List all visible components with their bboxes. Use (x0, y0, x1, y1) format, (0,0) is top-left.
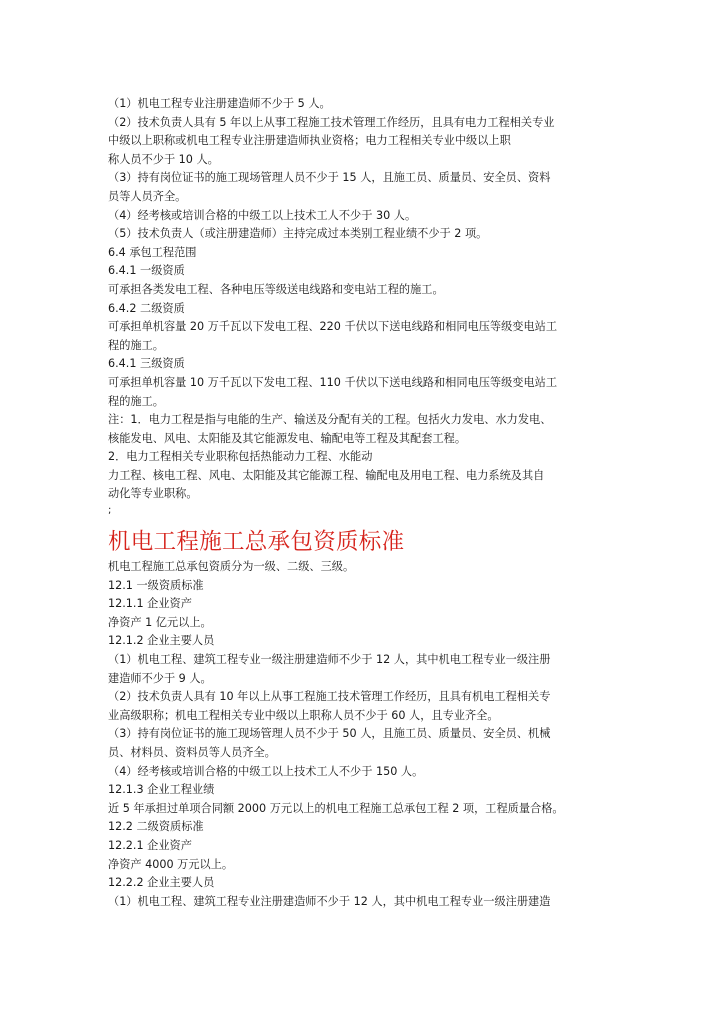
text-line: 程的施工。 (108, 394, 164, 408)
text-line: （1）机电工程、建筑工程专业一级注册建造师不少于 12 人，其中机电工程专业一级注册 (108, 653, 551, 667)
subsection-heading: 12.2.2 企业主要人员 (108, 876, 215, 890)
subsection-heading: 6.4.2 二级资质 (108, 301, 185, 315)
text-line: 可承担单机容量 10 万千瓦以下发电工程、110 千伏以下送电线路和相同电压等级变电站工 (108, 375, 558, 389)
text-line: 员、材料员、资料员等人员齐全。 (108, 746, 276, 759)
top-section (108, 95, 620, 504)
section-heading: 12.2 二级资质标准 (108, 820, 204, 834)
section-heading: 12.1 一级资质标准 (108, 578, 204, 592)
subsection-heading: 12.2.1 企业资产 (108, 838, 192, 852)
subsection-heading: 12.1.3 企业工程业绩 (108, 783, 215, 797)
text-line: （2）技术负责人具有 5 年以上从事工程施工技术管理工作经历，且具有电力工程相关专业 (108, 115, 555, 129)
text-line: （1）机电工程、建筑工程专业注册建造师不少于 12 人，其中机电工程专业一级注册建造 (108, 894, 551, 908)
text-line: （4）经考核或培训合格的中级工以上技术工人不少于 150 人。 (108, 764, 424, 778)
subsection-heading: 6.4.1 一级资质 (108, 264, 185, 278)
text-line: 建造师不少于 9 人。 (108, 671, 212, 685)
subsection-heading: 6.4.1 三级资质 (108, 357, 185, 371)
note-line: 动化等专业职称。 (108, 487, 198, 501)
text-line: 可承担各类发电工程、各种电压等级送电线路和变电站工程的施工。 (108, 282, 444, 296)
text-line: 称人员不少于 10 人。 (108, 152, 219, 166)
text-line: （2）技术负责人具有 10 年以上从事工程施工技术管理工作经历，且具有机电工程相关专 (108, 690, 551, 704)
text-line: （3）持有岗位证书的施工现场管理人员不少于 50 人，且施工员、质量员、安全员、机械 (108, 727, 551, 741)
subsection-heading: 12.1.2 企业主要人员 (108, 634, 215, 648)
text-line: 机电工程施工总承包资质分为一级、二级、三级。 (108, 560, 355, 574)
document-page (108, 95, 620, 911)
subsection-heading: 12.1.1 企业资产 (108, 597, 192, 611)
page-title: 机电工程施工总承包资质标准 (108, 529, 405, 556)
note-line: 核能发电、风电、太阳能及其它能源发电、输配电等工程及其配套工程。 (108, 431, 467, 445)
text-line: （1）机电工程专业注册建造师不少于 5 人。 (108, 97, 331, 110)
bottom-section (108, 558, 620, 911)
note-line: 2．电力工程相关专业职称包括热能动力工程、水能动 (108, 450, 373, 464)
text-line: （4）经考核或培训合格的中级工以上技术工人不少于 30 人。 (108, 208, 417, 222)
text-line: 可承担单机容量 20 万千瓦以下发电工程、220 千伏以下送电线路和相同电压等级变电站工 (108, 320, 558, 334)
text-line: 中级以上职称或机电工程专业注册建造师执业资格；电力工程相关专业中级以上职 (108, 134, 511, 148)
text-line: （3）持有岗位证书的施工现场管理人员不少于 15 人，且施工员、质量员、安全员、资料 (108, 171, 551, 185)
text-line: 近 5 年承担过单项合同额 2000 万元以上的机电工程施工总承包工程 2 项，工程质量合格。 (108, 801, 564, 815)
text-line: 净资产 1 亿元以上。 (108, 615, 212, 629)
text-line: 净资产 4000 万元以上。 (108, 857, 234, 871)
note-line: 力工程、核电工程、风电、太阳能及其它能源工程、输配电及用电工程、电力系统及其自 (108, 468, 545, 482)
text-line: （5）技术负责人（或注册建造师）主持完成过本类别工程业绩不少于 2 项。 (108, 227, 488, 241)
text-line: 员等人员齐全。 (108, 189, 187, 203)
text-line: 程的施工。 (108, 338, 164, 352)
text-line: 业高级职称；机电工程相关专业中级以上职称人员不少于 60 人，且专业齐全。 (108, 708, 499, 722)
note-line: 注：1．电力工程是指与电能的生产、输送及分配有关的工程。包括火力发电、水力发电、 (108, 413, 552, 427)
section-heading: 6.4 承包工程范围 (108, 245, 197, 259)
separator-mark: ; (108, 505, 112, 517)
